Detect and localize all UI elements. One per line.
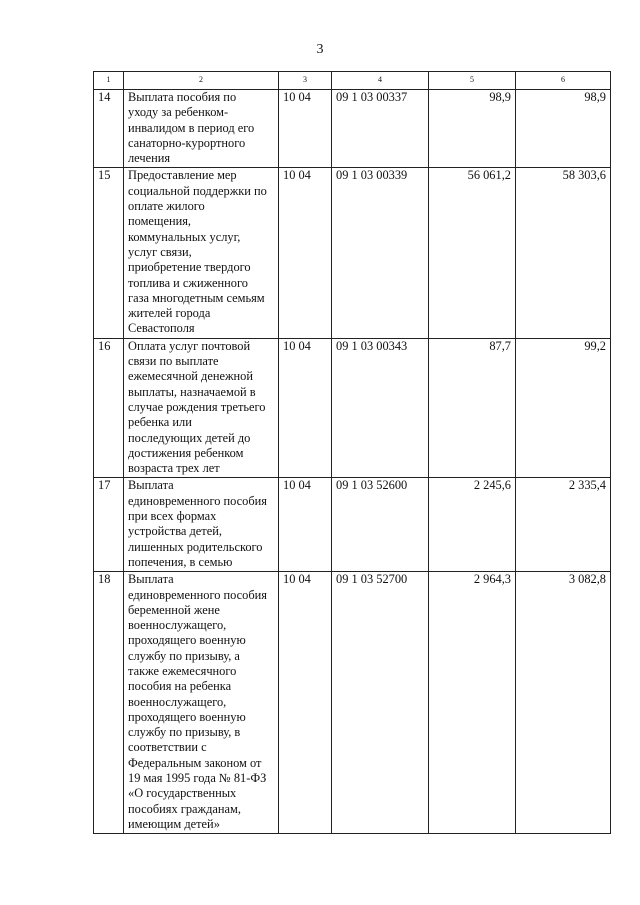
- row-value-2: 99,2: [516, 338, 611, 478]
- row-target-code: 09 1 03 00337: [332, 90, 429, 168]
- row-value-1: 2 245,6: [429, 478, 516, 572]
- header-col-5: 5: [429, 72, 516, 90]
- row-section-code: 10 04: [279, 572, 332, 834]
- row-value-2: 98,9: [516, 90, 611, 168]
- row-number: 18: [94, 572, 124, 834]
- table-row: [94, 168, 611, 338]
- row-section-code: 10 04: [279, 338, 332, 478]
- row-target-code: 09 1 03 52600: [332, 478, 429, 572]
- row-name: Оплата услуг почтовой связи по выплате ежемесячной денежной выплаты, назначаемой в случае рождения третьего ребенка или последующих детей до достижения ребенком возраста трех лет: [124, 338, 279, 478]
- row-section-code: 10 04: [279, 478, 332, 572]
- row-name: Предоставление мер социальной поддержки по оплате жилого помещения, коммунальных услуг, услуг связи, приобретение твердого топлива и сжиженного газа многодетным семьям жителей города Севастополя: [124, 168, 279, 338]
- row-target-code: 09 1 03 00339: [332, 168, 429, 338]
- table-row: [94, 90, 611, 168]
- row-name: Выплата единовременного пособия беременной жене военнослужащего, проходящего военную службу по призыву, а также ежемесячного пособия на ребенка военнослужащего, проходящего военную службу по призыву, в соответствии с Федеральным законом от 19 мая 1995 года № 81-ФЗ «О государственных пособиях гражданам, имеющим детей»: [124, 572, 279, 834]
- row-number: 14: [94, 90, 124, 168]
- header-col-6: 6: [516, 72, 611, 90]
- row-name: Выплата пособия по уходу за ребенком- инвалидом в период его санаторно-курортного лечения: [124, 90, 279, 168]
- header-col-3: 3: [279, 72, 332, 90]
- row-number: 15: [94, 168, 124, 338]
- row-name: Выплата единовременного пособия при всех формах устройства детей, лишенных родительского попечения, в семью: [124, 478, 279, 572]
- row-number: 16: [94, 338, 124, 478]
- row-value-1: 98,9: [429, 90, 516, 168]
- row-value-1: 87,7: [429, 338, 516, 478]
- header-col-4: 4: [332, 72, 429, 90]
- row-section-code: 10 04: [279, 90, 332, 168]
- row-target-code: 09 1 03 00343: [332, 338, 429, 478]
- table-row: [94, 572, 611, 834]
- row-value-1: 56 061,2: [429, 168, 516, 338]
- table-row: [94, 338, 611, 478]
- header-col-1: 1: [94, 72, 124, 90]
- page-number: 3: [316, 42, 324, 57]
- budget-table: [93, 71, 611, 834]
- table-row: [94, 478, 611, 572]
- header-col-2: 2: [124, 72, 279, 90]
- row-value-2: 58 303,6: [516, 168, 611, 338]
- row-value-2: 3 082,8: [516, 572, 611, 834]
- row-value-1: 2 964,3: [429, 572, 516, 834]
- row-section-code: 10 04: [279, 168, 332, 338]
- header-row: [94, 72, 611, 90]
- row-number: 17: [94, 478, 124, 572]
- row-target-code: 09 1 03 52700: [332, 572, 429, 834]
- row-value-2: 2 335,4: [516, 478, 611, 572]
